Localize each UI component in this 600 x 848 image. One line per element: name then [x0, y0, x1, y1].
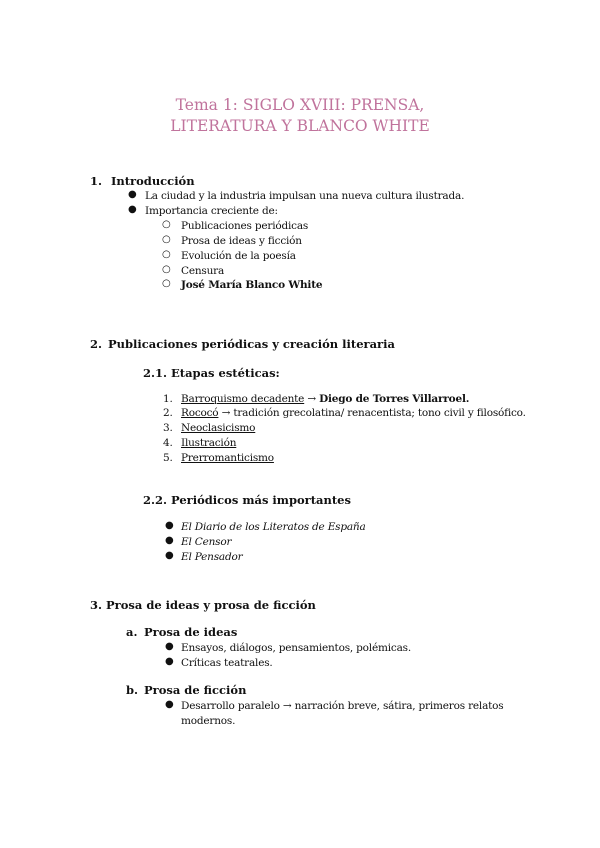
bullet-disc-icon: ●	[128, 204, 137, 215]
subsection-2-1-heading: 2.1. Etapas estéticas:	[143, 366, 280, 380]
subsection-a-heading: Prosa de ideas	[144, 625, 238, 639]
list-item-label: Rococó	[181, 407, 219, 419]
list-item: Críticas teatrales.	[181, 657, 273, 669]
bullet-circle-icon: ○	[162, 249, 171, 260]
bullet-circle-icon: ○	[162, 234, 171, 245]
list-item-label: Neoclasicismo	[181, 422, 256, 434]
list-item-bold: José María Blanco White	[181, 279, 323, 291]
list-number: 5.	[163, 452, 173, 464]
section-2-number: 2.	[90, 337, 103, 351]
list-item: El Diario de los Literatos de España	[181, 521, 366, 533]
subsection-b-heading: Prosa de ficción	[144, 683, 247, 697]
subsection-a-letter: a.	[126, 625, 138, 639]
subsection-2-2-heading: 2.2. Periódicos más importantes	[143, 493, 351, 507]
list-item: El Censor	[181, 536, 232, 548]
list-item: Censura	[181, 265, 225, 277]
page-title	[0, 95, 600, 137]
list-number: 1.	[163, 393, 173, 405]
bullet-disc-icon: ●	[165, 520, 174, 531]
bullet-disc-icon: ●	[165, 699, 174, 710]
list-item: Desarrollo paralelo → narración breve, sátira, primeros relatos	[181, 700, 504, 712]
bullet-disc-icon: ●	[165, 641, 174, 652]
section-1-number: 1.	[90, 174, 103, 188]
list-item: Ensayos, diálogos, pensamientos, polémicas.	[181, 642, 411, 654]
list-item-detail: Diego de Torres Villarroel.	[319, 393, 470, 405]
list-item-label: Barroquismo decadente	[181, 393, 305, 405]
list-number: 4.	[163, 437, 173, 449]
bullet-circle-icon: ○	[162, 264, 171, 275]
title-line-1: Tema 1: SIGLO XVIII: PRENSA,	[175, 96, 425, 114]
bullet-disc-icon: ●	[165, 656, 174, 667]
bullet-disc-icon: ●	[165, 550, 174, 561]
list-item: Evolución de la poesía	[181, 250, 296, 262]
list-item	[181, 406, 526, 420]
arrow-right-icon: →	[307, 393, 316, 405]
section-3-heading: 3. Prosa de ideas y prosa de ficción	[90, 598, 316, 612]
list-item	[181, 392, 469, 406]
subsection-b-letter: b.	[126, 683, 139, 697]
list-item: Prosa de ideas y ficción	[181, 235, 302, 247]
list-item: El Pensador	[181, 551, 243, 563]
bullet-disc-icon: ●	[128, 189, 137, 200]
arrow-right-icon: →	[221, 407, 231, 419]
bullet-disc-icon: ●	[165, 535, 174, 546]
title-line-2: LITERATURA Y BLANCO WHITE	[170, 117, 430, 135]
list-item-label: Prerromanticismo	[181, 452, 274, 464]
list-item: La ciudad y la industria impulsan una nueva cultura ilustrada.	[145, 190, 465, 202]
section-1-heading: Introducción	[111, 174, 195, 188]
section-2-heading: Publicaciones periódicas y creación literaria	[108, 337, 395, 351]
bullet-circle-icon: ○	[162, 278, 171, 289]
list-item: Importancia creciente de:	[145, 205, 278, 217]
list-item: Publicaciones periódicas	[181, 220, 309, 232]
bullet-circle-icon: ○	[162, 219, 171, 230]
list-number: 3.	[163, 422, 173, 434]
list-item-detail: tradición grecolatina/ renacentista; tono civil y filosófico.	[233, 407, 526, 419]
list-number: 2.	[163, 407, 173, 419]
list-item-label: Ilustración	[181, 437, 237, 449]
list-item-continuation: modernos.	[181, 715, 236, 727]
